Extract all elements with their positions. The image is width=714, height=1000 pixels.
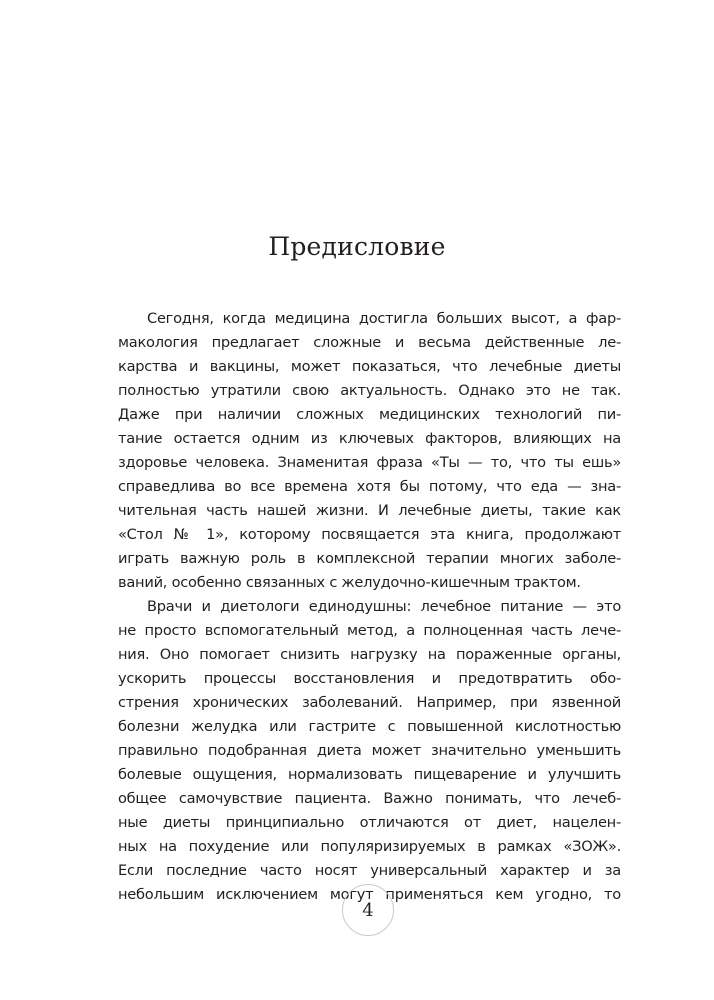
paragraph-2-line-9: общее самочувствие пациента. Важно понимать, что лечеб-: [118, 790, 621, 807]
paragraph-2-line-1: Врачи и диетологи единодушны: лечебное питание — это: [147, 598, 621, 615]
page-number: 4: [342, 884, 394, 936]
paragraph-2-line-12: Если последние часто носят универсальный характер и за: [118, 862, 621, 879]
paragraph-1-line-10: «Стол № 1», которому посвящается эта книга, продолжают: [118, 526, 621, 543]
body-text: [118, 307, 621, 907]
paragraph-2-line-10: ные диеты принципиально отличаются от диет, нацелен-: [118, 814, 621, 831]
paragraph-1-line-9: чительная часть нашей жизни. И лечебные диеты, такие как: [118, 502, 621, 519]
paragraph-1-line-6: тание остается одним из ключевых факторов, влияющих на: [118, 430, 621, 447]
paragraph-1-line-3: карства и вакцины, может показаться, что лечебные диеты: [118, 358, 621, 375]
paragraph-1-line-11: играть важную роль в комплексной терапии многих заболе-: [118, 550, 621, 567]
paragraph-2-line-3: ния. Оно помогает снизить нагрузку на пораженные органы,: [118, 646, 621, 663]
paragraph-1-line-1: Сегодня, когда медицина достигла больших высот, а фар-: [147, 310, 621, 327]
paragraph-1-line-5: Даже при наличии сложных медицинских технологий пи-: [118, 406, 621, 423]
paragraph-2-line-6: болезни желудка или гастрите с повышенной кислотностью: [118, 718, 621, 735]
paragraph-2-line-11: ных на похудение или популяризируемых в рамках «ЗОЖ».: [118, 838, 621, 855]
paragraph-2-line-7: правильно подобранная диета может значительно уменьшить: [118, 742, 621, 759]
paragraph-1-line-2: макология предлагает сложные и весьма действенные ле-: [118, 334, 621, 351]
chapter-title: Предисловие: [268, 232, 446, 261]
paragraph-2-line-5: стрения хронических заболеваний. Например, при язвенной: [118, 694, 621, 711]
paragraph-1-line-7: здоровье человека. Знаменитая фраза «Ты — то, что ты ешь»: [118, 454, 621, 471]
paragraph-2-line-8: болевые ощущения, нормализовать пищеварение и улучшить: [118, 766, 621, 783]
paragraph-2-line-2: не просто вспомогательный метод, а полноценная часть лече-: [118, 622, 621, 639]
paragraph-2-line-4: ускорить процессы восстановления и предотвратить обо-: [118, 670, 621, 687]
paragraph-2-line-13: небольшим исключением могут применяться кем угодно, то: [118, 886, 621, 903]
paragraph-1-line-8: справедлива во все времена хотя бы потому, что еда — зна-: [118, 478, 621, 495]
paragraph-1-line-12: ваний, особенно связанных с желудочно-кишечным трактом.: [118, 574, 581, 591]
paragraph-1-line-4: полностью утратили свою актуальность. Однако это не так.: [118, 382, 621, 399]
